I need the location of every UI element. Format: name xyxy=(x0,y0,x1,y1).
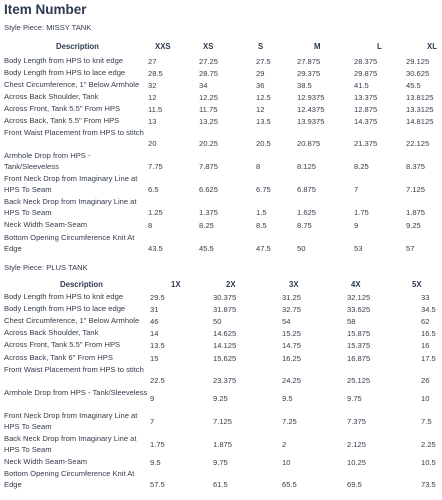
row-value: 65.5 xyxy=(282,480,297,489)
row-value: 13.25 xyxy=(199,117,219,126)
row-value: 7.5 xyxy=(421,417,432,426)
row-value: 9 xyxy=(354,221,359,230)
size-header-m: M xyxy=(314,42,321,51)
size-header-3x: 3X xyxy=(289,280,299,289)
row-value: 27.5 xyxy=(256,57,271,66)
row-value: 8.25 xyxy=(199,221,214,230)
row-value: 9.5 xyxy=(282,394,293,403)
row-value: 8 xyxy=(148,221,153,230)
row-value: 57 xyxy=(406,244,415,253)
row-value: 38.5 xyxy=(297,81,312,90)
row-value: 58 xyxy=(347,317,356,326)
row-description: Bottom Opening Circumference Knit At Edge xyxy=(4,469,135,489)
row-value: 6.625 xyxy=(199,185,219,194)
row-value: 50 xyxy=(213,317,222,326)
row-value: 2.25 xyxy=(421,440,436,449)
row-value: 13.5 xyxy=(256,117,271,126)
row-value: 1.625 xyxy=(297,208,317,217)
row-value: 11.75 xyxy=(199,105,218,114)
row-value: 16 xyxy=(421,341,430,350)
row-value: 45.5 xyxy=(199,244,214,253)
row-value: 29.5 xyxy=(150,293,165,302)
row-value: 21.375 xyxy=(354,139,378,148)
page-title: Item Number xyxy=(4,2,87,17)
row-value: 20.5 xyxy=(256,139,271,148)
row-value: 20 xyxy=(148,139,157,148)
row-value: 29 xyxy=(256,69,265,78)
row-value: 27.875 xyxy=(297,57,321,66)
row-description: Across Back Shoulder, Tank xyxy=(4,92,99,101)
row-value: 7 xyxy=(150,417,155,426)
row-value: 10.25 xyxy=(347,458,367,467)
row-value: 14.375 xyxy=(354,117,378,126)
row-value: 7.875 xyxy=(199,162,219,171)
row-value: 9.25 xyxy=(406,221,421,230)
row-value: 12.875 xyxy=(354,105,378,114)
row-value: 31 xyxy=(150,305,159,314)
row-value: 32 xyxy=(148,81,157,90)
row-value: 46 xyxy=(150,317,159,326)
size-header-xxs: XXS xyxy=(155,42,171,51)
row-value: 20.875 xyxy=(297,139,321,148)
row-value: 43.5 xyxy=(148,244,163,253)
row-value: 27.25 xyxy=(199,57,219,66)
row-value: 69.5 xyxy=(347,480,362,489)
row-value: 7.75 xyxy=(148,162,163,171)
size-header-xs: XS xyxy=(203,42,214,51)
row-value: 1.75 xyxy=(354,208,369,217)
row-value: 14.125 xyxy=(213,341,237,350)
row-value: 22.5 xyxy=(150,376,165,385)
row-value: 16.5 xyxy=(421,329,436,338)
row-value: 32.75 xyxy=(282,305,302,314)
description-header: Description xyxy=(56,42,99,51)
row-description: Back Neck Drop from Imaginary Line at HPS To Seam xyxy=(4,197,137,217)
row-value: 29.375 xyxy=(297,69,321,78)
row-description: Body Length from HPS to lace edge xyxy=(4,304,126,313)
row-description: Body Length from HPS to lace edge xyxy=(4,68,126,77)
row-description: Body Length from HPS to knit edge xyxy=(4,292,124,301)
row-value: 57.5 xyxy=(150,480,165,489)
row-value: 29.125 xyxy=(406,57,430,66)
row-value: 33.625 xyxy=(347,305,371,314)
row-value: 50 xyxy=(297,244,306,253)
row-value: 14 xyxy=(150,329,159,338)
row-value: 1.75 xyxy=(150,440,165,449)
row-value: 9 xyxy=(150,394,155,403)
row-description: Across Front, Tank 5.5" From HPS xyxy=(4,340,121,349)
row-value: 13.5 xyxy=(150,341,165,350)
row-value: 23.375 xyxy=(213,376,237,385)
row-value: 28.75 xyxy=(199,69,219,78)
row-value: 7.125 xyxy=(406,185,426,194)
row-value: 12 xyxy=(148,93,157,102)
size-header-4x: 4X xyxy=(351,280,361,289)
row-value: 12 xyxy=(256,105,265,114)
row-value: 15.25 xyxy=(282,329,302,338)
row-value: 6.875 xyxy=(297,185,317,194)
row-value: 11.5 xyxy=(148,105,163,114)
size-header-2x: 2X xyxy=(226,280,236,289)
row-value: 13.9375 xyxy=(297,117,325,126)
row-value: 6.75 xyxy=(256,185,271,194)
row-value: 15.375 xyxy=(347,341,371,350)
row-description: Armhole Drop from HPS - Tank/Sleeveless xyxy=(4,388,148,397)
row-value: 8.75 xyxy=(297,221,312,230)
row-value: 10 xyxy=(421,394,430,403)
row-description: Across Back, Tank 5.5" From HPS xyxy=(4,116,120,125)
row-value: 1.375 xyxy=(199,208,219,217)
row-value: 15 xyxy=(150,354,159,363)
row-description: Across Back Shoulder, Tank xyxy=(4,328,99,337)
row-value: 2.125 xyxy=(347,440,367,449)
row-description: Armhole Drop from HPS - Tank/Sleeveless xyxy=(4,151,91,171)
row-description: Body Length from HPS to knit edge xyxy=(4,56,124,65)
row-value: 13 xyxy=(148,117,157,126)
row-value: 45.5 xyxy=(406,81,421,90)
row-value: 31.875 xyxy=(213,305,237,314)
row-value: 62 xyxy=(421,317,430,326)
row-value: 1.25 xyxy=(148,208,163,217)
row-value: 12.5 xyxy=(256,93,271,102)
row-value: 12.4375 xyxy=(297,105,325,114)
row-value: 13.8125 xyxy=(406,93,434,102)
row-value: 8.125 xyxy=(297,162,317,171)
row-value: 12.25 xyxy=(199,93,219,102)
row-value: 15.625 xyxy=(213,354,237,363)
row-value: 1.5 xyxy=(256,208,267,217)
row-value: 2 xyxy=(282,440,287,449)
row-value: 10 xyxy=(282,458,291,467)
row-value: 9.25 xyxy=(213,394,228,403)
row-value: 26 xyxy=(421,376,430,385)
size-header-xl: XL xyxy=(427,42,437,51)
row-value: 8 xyxy=(256,162,261,171)
description-header: Description xyxy=(60,280,103,289)
row-value: 54 xyxy=(282,317,291,326)
row-value: 9.75 xyxy=(213,458,228,467)
row-value: 36 xyxy=(256,81,265,90)
row-value: 16.25 xyxy=(282,354,302,363)
row-value: 47.5 xyxy=(256,244,271,253)
row-value: 33 xyxy=(421,293,430,302)
row-value: 14.8125 xyxy=(406,117,434,126)
row-value: 31.25 xyxy=(282,293,302,302)
row-description: Back Neck Drop from Imaginary Line at HPS To Seam xyxy=(4,434,137,454)
row-value: 7.375 xyxy=(347,417,367,426)
row-value: 34 xyxy=(199,81,208,90)
row-value: 28.375 xyxy=(354,57,378,66)
row-description: Bottom Opening Circumference Knit At Edge xyxy=(4,233,135,253)
row-description: Front Neck Drop from Imaginary Line at HPS To Seam xyxy=(4,411,138,431)
row-value: 7 xyxy=(354,185,359,194)
row-value: 34.5 xyxy=(421,305,436,314)
row-description: Front Waist Placement from HPS to stitch xyxy=(4,365,144,374)
row-value: 1.875 xyxy=(213,440,233,449)
row-value: 8.25 xyxy=(354,162,369,171)
size-header-s: S xyxy=(258,42,264,51)
row-value: 17.5 xyxy=(421,354,436,363)
row-value: 28.5 xyxy=(148,69,163,78)
row-description: Front Waist Placement from HPS to stitch xyxy=(4,128,144,137)
row-value: 20.25 xyxy=(199,139,219,148)
row-value: 29.875 xyxy=(354,69,378,78)
row-value: 41.5 xyxy=(354,81,369,90)
row-value: 22.125 xyxy=(406,139,430,148)
row-value: 16.875 xyxy=(347,354,371,363)
row-value: 9.75 xyxy=(347,394,362,403)
row-value: 9.5 xyxy=(150,458,161,467)
row-value: 53 xyxy=(354,244,363,253)
row-value: 8.5 xyxy=(256,221,267,230)
row-value: 30.625 xyxy=(406,69,430,78)
row-value: 15.875 xyxy=(347,329,371,338)
row-value: 14.75 xyxy=(282,341,302,350)
size-header-5x: 5X xyxy=(412,280,422,289)
row-value: 12.9375 xyxy=(297,93,325,102)
row-description: Across Front, Tank 5.5" From HPS xyxy=(4,104,121,113)
row-value: 24.25 xyxy=(282,376,302,385)
row-value: 10.5 xyxy=(421,458,436,467)
size-header-l: L xyxy=(377,42,382,51)
row-description: Across Back, Tank 6" From HPS xyxy=(4,353,113,362)
row-value: 30.375 xyxy=(213,293,237,302)
row-value: 61.5 xyxy=(213,480,228,489)
row-value: 1.875 xyxy=(406,208,426,217)
size-header-1x: 1X xyxy=(171,280,181,289)
row-value: 27 xyxy=(148,57,157,66)
row-value: 6.5 xyxy=(148,185,159,194)
row-value: 32.125 xyxy=(347,293,371,302)
row-value: 73.5 xyxy=(421,480,436,489)
row-value: 7.125 xyxy=(213,417,233,426)
row-value: 25.125 xyxy=(347,376,371,385)
row-description: Front Neck Drop from Imaginary Line at HPS To Seam xyxy=(4,174,138,194)
row-description: Chest Circumference, 1" Below Armhole xyxy=(4,80,140,89)
row-description: Chest Circumference, 1" Below Armhole xyxy=(4,316,140,325)
row-value: 14.625 xyxy=(213,329,237,338)
row-description: Neck Width Seam-Seam xyxy=(4,220,88,229)
row-value: 8.375 xyxy=(406,162,426,171)
row-value: 7.25 xyxy=(282,417,297,426)
row-value: 13.375 xyxy=(354,93,378,102)
style-piece-label: Style Piece: MISSY TANK xyxy=(4,23,92,32)
row-description: Neck Width Seam-Seam xyxy=(4,457,88,466)
style-piece-label: Style Piece: PLUS TANK xyxy=(4,263,88,272)
row-value: 13.3125 xyxy=(406,105,434,114)
